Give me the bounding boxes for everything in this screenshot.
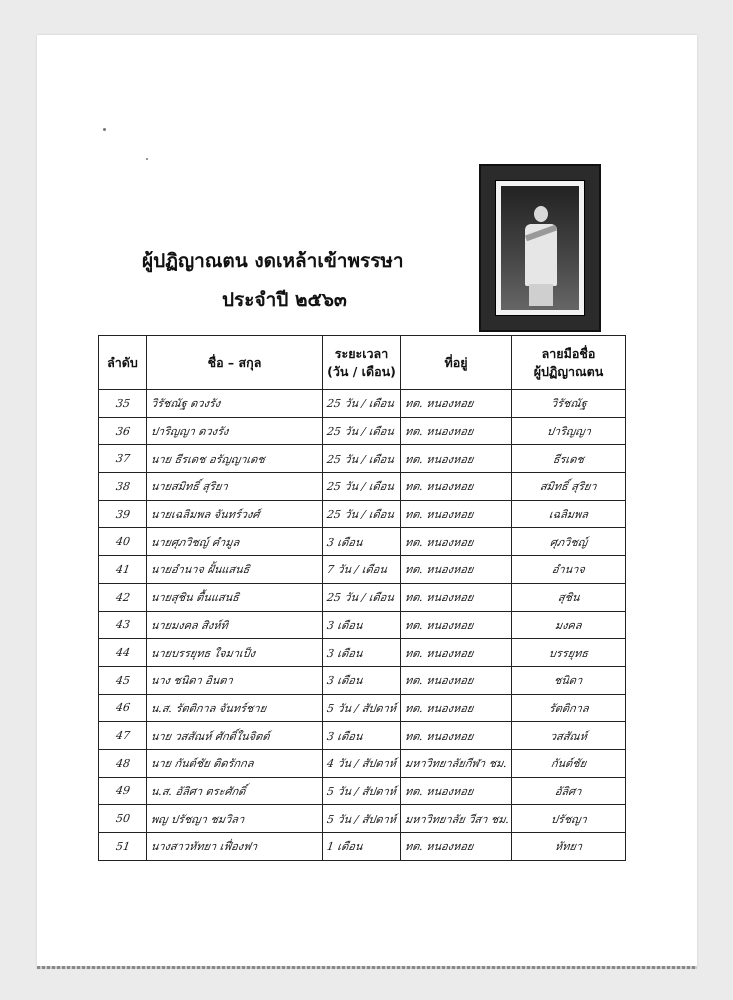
row-name-cell — [147, 833, 323, 861]
row-number: 48 — [114, 756, 131, 770]
row-address-cell — [401, 611, 512, 639]
row-name: นายบรรยุทธ ใจมาเป็ง — [150, 646, 257, 660]
row-duration: 25 วัน / เดือน — [326, 425, 395, 439]
row-signature-cell — [512, 694, 626, 722]
row-signature: ชนิดา — [553, 674, 584, 688]
row-name-cell — [147, 805, 323, 833]
row-number-cell — [99, 417, 147, 445]
row-address-cell — [401, 749, 512, 777]
row-address: ทต. หนองหอย — [404, 729, 475, 743]
row-signature-cell — [512, 417, 626, 445]
row-number: 49 — [114, 784, 131, 798]
row-number: 42 — [114, 590, 131, 604]
row-number-cell — [99, 445, 147, 473]
header-signature — [512, 336, 626, 390]
row-name-cell — [147, 722, 323, 750]
row-signature-cell — [512, 777, 626, 805]
row-number-cell — [99, 390, 147, 418]
row-duration: 3 เดือน — [326, 674, 364, 688]
table-header-row — [99, 336, 626, 390]
row-name: นาย ธีรเดช อรัญญาเดช — [150, 452, 266, 466]
header-duration-unit: (วัน / เดือน) — [327, 363, 396, 379]
table-row — [99, 639, 626, 667]
row-name-cell — [147, 556, 323, 584]
row-name-cell — [147, 666, 323, 694]
table-row — [99, 500, 626, 528]
row-number: 45 — [114, 673, 131, 687]
row-signature: มงคล — [554, 618, 583, 632]
framed-portrait-image — [479, 164, 601, 332]
row-name: นาย กันต์ชัย ติดรักกล — [150, 757, 255, 771]
table-row — [99, 556, 626, 584]
table-row — [99, 528, 626, 556]
row-duration: 5 วัน / สัปดาห์ — [326, 812, 398, 826]
header-name: ชื่อ – สกุล — [147, 336, 323, 390]
row-signature-cell — [512, 473, 626, 501]
row-address-cell — [401, 666, 512, 694]
row-duration-cell — [323, 500, 401, 528]
row-name-cell — [147, 639, 323, 667]
table-row — [99, 722, 626, 750]
row-signature-cell — [512, 639, 626, 667]
row-name-cell — [147, 528, 323, 556]
row-number: 41 — [114, 562, 131, 576]
row-duration-cell — [323, 390, 401, 418]
row-name-cell — [147, 445, 323, 473]
row-number-cell — [99, 749, 147, 777]
row-address-cell — [401, 417, 512, 445]
row-signature-cell — [512, 805, 626, 833]
row-number-cell — [99, 500, 147, 528]
row-duration-cell — [323, 639, 401, 667]
row-address-cell — [401, 500, 512, 528]
row-address-cell — [401, 805, 512, 833]
row-name-cell — [147, 390, 323, 418]
row-signature: เฉลิมพล — [547, 508, 589, 522]
table-row — [99, 666, 626, 694]
row-address: ทต. หนองหอย — [404, 397, 475, 411]
row-number: 44 — [114, 646, 131, 660]
row-address: มหาวิทยาลัย วีสา ชม. — [404, 812, 511, 826]
row-address-cell — [401, 390, 512, 418]
row-number: 50 — [114, 812, 131, 826]
row-name: นายสมิทธิ์ สุริยา — [150, 480, 229, 494]
row-name-cell — [147, 694, 323, 722]
row-number-cell — [99, 556, 147, 584]
row-duration-cell — [323, 583, 401, 611]
row-number: 39 — [114, 507, 131, 521]
row-address-cell — [401, 556, 512, 584]
row-name: นางสาวหัทยา เฟื่องฟา — [150, 840, 259, 854]
row-address: ทต. หนองหอย — [404, 646, 475, 660]
row-name: นายมงคล สิงห์ทิ — [150, 618, 229, 632]
table-row — [99, 583, 626, 611]
row-number: 43 — [114, 618, 131, 632]
row-name: นาง ชนิดา อินตา — [150, 674, 234, 688]
table-row — [99, 833, 626, 861]
row-duration-cell — [323, 473, 401, 501]
row-address: ทต. หนองหอย — [404, 784, 475, 798]
row-duration: 3 เดือน — [326, 535, 364, 549]
row-signature: อำนาจ — [551, 563, 586, 577]
row-signature: รัตติกาล — [547, 701, 590, 715]
row-duration: 7 วัน / เดือน — [326, 563, 388, 577]
row-signature-cell — [512, 445, 626, 473]
row-name: นายอำนาจ ฝั้นแสนธิ — [150, 563, 251, 577]
header-address: ที่อยู่ — [401, 336, 512, 390]
row-duration-cell — [323, 722, 401, 750]
row-duration-cell — [323, 611, 401, 639]
row-number: 46 — [114, 701, 131, 715]
row-duration-cell — [323, 417, 401, 445]
row-number-cell — [99, 528, 147, 556]
row-number-cell — [99, 611, 147, 639]
row-signature-cell — [512, 749, 626, 777]
row-duration-cell — [323, 666, 401, 694]
row-duration: 3 เดือน — [326, 618, 364, 632]
row-duration-cell — [323, 749, 401, 777]
row-address: ทต. หนองหอย — [404, 480, 475, 494]
row-signature: ปรัชญา — [549, 812, 588, 826]
table-row — [99, 473, 626, 501]
row-address: ทต. หนองหอย — [404, 425, 475, 439]
row-name: นายศุภวิชญ์ คำมูล — [150, 535, 241, 549]
row-number-cell — [99, 833, 147, 861]
row-duration-cell — [323, 528, 401, 556]
row-signature: ธีรเดช — [552, 452, 585, 466]
row-signature-cell — [512, 500, 626, 528]
header-duration — [323, 336, 401, 390]
row-name-cell — [147, 583, 323, 611]
row-signature: บรรยุทธ — [547, 646, 589, 660]
row-signature: วิรัชณัฐ — [549, 397, 588, 411]
row-duration: 25 วัน / เดือน — [326, 591, 395, 605]
row-address-cell — [401, 722, 512, 750]
row-name-cell — [147, 500, 323, 528]
row-duration: 3 เดือน — [326, 646, 364, 660]
row-address-cell — [401, 583, 512, 611]
row-number-cell — [99, 473, 147, 501]
row-duration: 1 เดือน — [326, 840, 364, 854]
row-duration-cell — [323, 445, 401, 473]
row-address: มหาวิทยาลัยกีฬา ชม. — [404, 757, 508, 771]
row-number: 51 — [114, 839, 131, 853]
document-subtitle: ประจำปี ๒๕๖๓ — [222, 289, 347, 311]
header-signature-sub: ผู้ปฏิญาณตน — [533, 363, 604, 379]
row-number-cell — [99, 777, 147, 805]
table-row — [99, 445, 626, 473]
row-number: 40 — [114, 535, 131, 549]
row-number-cell — [99, 639, 147, 667]
row-signature-cell — [512, 528, 626, 556]
row-name-cell — [147, 749, 323, 777]
row-number: 38 — [114, 479, 131, 493]
row-name-cell — [147, 473, 323, 501]
row-duration: 5 วัน / สัปดาห์ — [326, 701, 398, 715]
row-signature: สมิทธิ์ สุริยา — [539, 480, 598, 494]
table-row — [99, 694, 626, 722]
row-signature: สุชิน — [556, 591, 581, 605]
scan-speck — [146, 158, 148, 160]
header-duration-label: ระยะเวลา — [334, 345, 389, 361]
row-number-cell — [99, 694, 147, 722]
row-name-cell — [147, 777, 323, 805]
row-address-cell — [401, 473, 512, 501]
row-duration: 25 วัน / เดือน — [326, 508, 395, 522]
row-signature-cell — [512, 611, 626, 639]
row-signature: อัลิศา — [554, 784, 583, 798]
row-number-cell — [99, 805, 147, 833]
header-signature-label: ลายมือชื่อ — [541, 345, 596, 361]
row-signature: ปาริญญา — [545, 425, 592, 439]
row-number: 47 — [114, 729, 131, 743]
row-address: ทต. หนองหอย — [404, 508, 475, 522]
row-signature-cell — [512, 666, 626, 694]
row-address: ทต. หนองหอย — [404, 840, 475, 854]
table-row — [99, 777, 626, 805]
row-signature-cell — [512, 556, 626, 584]
row-duration-cell — [323, 694, 401, 722]
row-signature: กันต์ชัย — [549, 757, 587, 771]
row-address: ทต. หนองหอย — [404, 563, 475, 577]
row-address-cell — [401, 833, 512, 861]
pledge-table — [98, 335, 626, 861]
row-duration: 4 วัน / สัปดาห์ — [326, 757, 398, 771]
row-duration: 25 วัน / เดือน — [326, 480, 395, 494]
row-duration-cell — [323, 556, 401, 584]
row-name: น.ส. รัตติกาล จันทร์ชาย — [150, 701, 268, 715]
page-edge — [37, 966, 697, 969]
row-number-cell — [99, 583, 147, 611]
row-name: นายสุชิน ตื้นแสนธิ — [150, 591, 240, 605]
row-signature-cell — [512, 583, 626, 611]
row-address-cell — [401, 528, 512, 556]
table-row — [99, 805, 626, 833]
row-signature-cell — [512, 390, 626, 418]
row-duration: 25 วัน / เดือน — [326, 397, 395, 411]
row-address-cell — [401, 777, 512, 805]
table-row — [99, 390, 626, 418]
row-address: ทต. หนองหอย — [404, 674, 475, 688]
row-address-cell — [401, 694, 512, 722]
row-number-cell — [99, 666, 147, 694]
row-signature: วสสัณห์ — [548, 729, 588, 743]
row-address: ทต. หนองหอย — [404, 618, 475, 632]
row-duration-cell — [323, 805, 401, 833]
row-name: นาย วสสัณห์ ศักดิ์ในจิตต์ — [150, 729, 271, 743]
row-duration: 3 เดือน — [326, 729, 364, 743]
row-duration: 5 วัน / สัปดาห์ — [326, 784, 398, 798]
row-number: 37 — [114, 452, 131, 466]
row-address: ทต. หนองหอย — [404, 452, 475, 466]
row-name: วิรัชณัฐ ดวงรัง — [150, 397, 222, 411]
row-name: น.ส. อัลิศา ตระศักดิ์ — [150, 784, 247, 798]
row-name-cell — [147, 611, 323, 639]
row-signature: ศุภวิชญ์ — [548, 535, 588, 549]
table-row — [99, 749, 626, 777]
row-duration-cell — [323, 777, 401, 805]
row-address-cell — [401, 445, 512, 473]
row-address: ทต. หนองหอย — [404, 591, 475, 605]
row-number: 35 — [114, 396, 131, 410]
row-address: ทต. หนองหอย — [404, 701, 475, 715]
header-no: ลำดับ — [99, 336, 147, 390]
row-number-cell — [99, 722, 147, 750]
row-address: ทต. หนองหอย — [404, 535, 475, 549]
row-duration-cell — [323, 833, 401, 861]
row-name: พญ ปรัชญา ชมวิลา — [150, 812, 246, 826]
row-name-cell — [147, 417, 323, 445]
scan-speck — [103, 128, 106, 131]
row-address-cell — [401, 639, 512, 667]
row-name: นายเฉลิมพล จันทร์วงศ์ — [150, 508, 261, 522]
row-signature: หัทยา — [553, 840, 583, 854]
row-duration: 25 วัน / เดือน — [326, 452, 395, 466]
row-signature-cell — [512, 833, 626, 861]
row-number: 36 — [114, 424, 131, 438]
row-signature-cell — [512, 722, 626, 750]
table-row — [99, 611, 626, 639]
document-title: ผู้ปฏิญาณตน งดเหล้าเข้าพรรษา — [142, 250, 404, 272]
row-name: ปาริญญา ดวงรัง — [150, 425, 230, 439]
table-row — [99, 417, 626, 445]
